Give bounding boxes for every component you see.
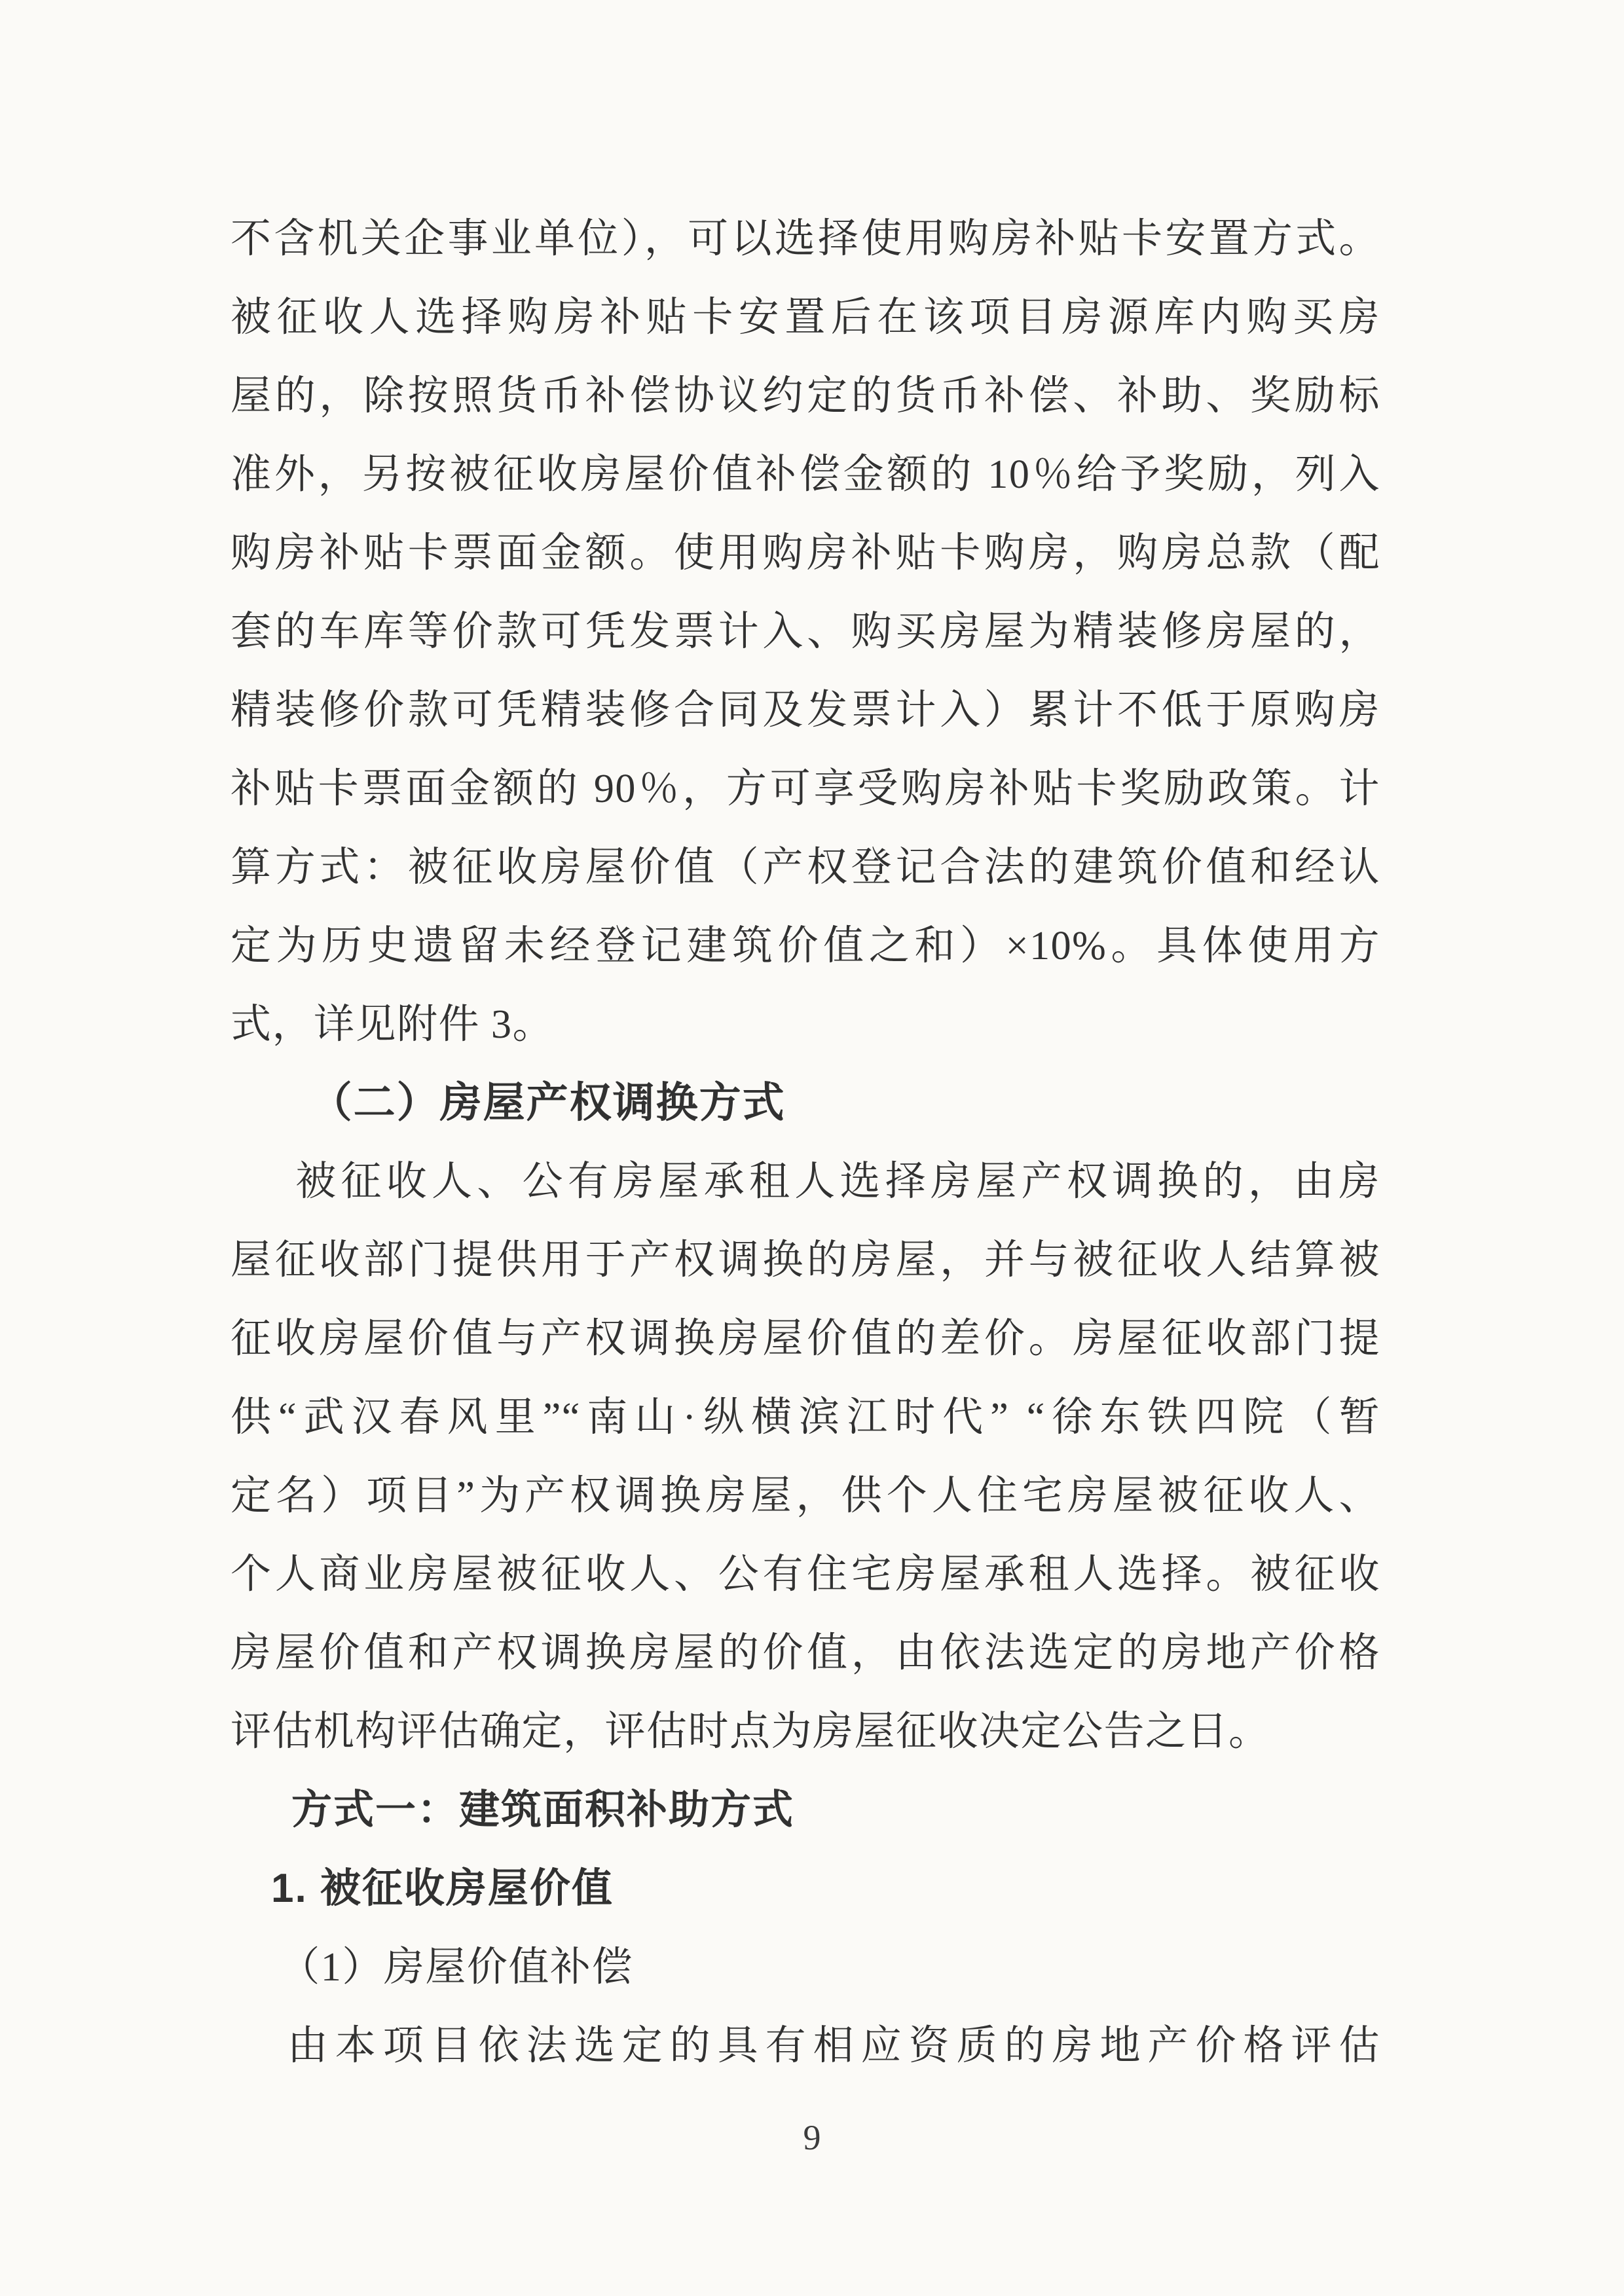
text-line: 评估机构评估确定，评估时点为房屋征收决定公告之日。 — [231, 1709, 1270, 1754]
text-line: 购房补贴卡票面金额。使用购房补贴卡购房，购房总款（配 — [231, 531, 1380, 575]
text-line: 被征收人、公有房屋承租人选择房屋产权调换的，由房 — [295, 1159, 1380, 1204]
text-line: 供“武汉春风里”“南山·纵横滨江时代” “徐东铁四院（暂 — [231, 1395, 1380, 1440]
text-line: 补贴卡票面金额的 90％，方可享受购房补贴卡奖励政策。计 — [231, 767, 1380, 811]
text-line: 1. 被征收房屋价值 — [271, 1866, 614, 1911]
text-line: 定名）项目”为产权调换房屋，供个人住宅房屋被征收人、 — [231, 1474, 1380, 1518]
text-line: （二）房屋产权调换方式 — [310, 1080, 786, 1126]
text-line: 屋征收部门提供用于产权调换的房屋，并与被征收人结算被 — [231, 1238, 1380, 1283]
text-line: 个人商业房屋被征收人、公有住宅房屋承租人选择。被征收 — [231, 1552, 1380, 1597]
text-line: 定为历史遗留未经登记建筑价值之和）×10%。具体使用方 — [231, 924, 1380, 968]
text-line: 精装修价款可凭精装修合同及发票计入）累计不低于原购房 — [231, 688, 1380, 733]
text-line: 方式一：建筑面积补助方式 — [291, 1787, 795, 1832]
text-line: 由本项目依法选定的具有相应资质的房地产价格评估 — [287, 2024, 1380, 2068]
text-line: 式，详见附件 3。 — [231, 1002, 555, 1047]
text-line: 算方式：被征收房屋价值（产权登记合法的建筑价值和经认 — [231, 845, 1380, 890]
document-body-text — [231, 200, 1380, 2085]
text-line: 征收房屋价值与产权调换房屋价值的差价。房屋征收部门提 — [231, 1317, 1380, 1361]
text-line: 准外，另按被征收房屋价值补偿金额的 10％给予奖励，列入 — [231, 452, 1380, 497]
text-line: （1）房屋价值补偿 — [279, 1945, 633, 1990]
text-line: 房屋价值和产权调换房屋的价值，由依法选定的房地产价格 — [231, 1631, 1380, 1675]
text-line: 不含机关企事业单位），可以选择使用购房补贴卡安置方式。 — [231, 217, 1380, 261]
page-number: 9 — [803, 2118, 821, 2157]
text-line: 套的车库等价款可凭发票计入、购买房屋为精装修房屋的， — [231, 610, 1380, 654]
text-line: 被征收人选择购房补贴卡安置后在该项目房源库内购买房 — [231, 295, 1380, 340]
text-line: 屋的，除按照货币补偿协议约定的货币补偿、补助、奖励标 — [231, 374, 1380, 418]
